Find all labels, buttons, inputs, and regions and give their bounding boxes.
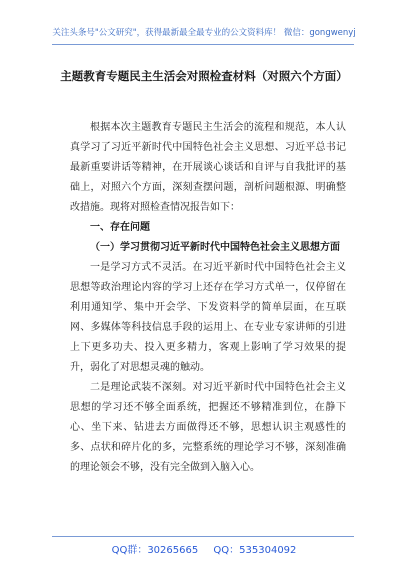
qq-number: QQ：535304092 (213, 545, 297, 556)
subsection-heading: （一）学习贯彻习近平新时代中国特色社会主义思想方面 (90, 242, 340, 253)
qq-group-number: QQ群：30265665 (111, 545, 199, 556)
document-title: 主题教育专题民主生活会对照检查材料（对照六个方面） (60, 69, 348, 83)
body-paragraph-1: 一是学习方式不灵活。在习近平新时代中国特色社会主义思想等政治理论内容的学习上还存在学习方式单一，仅停留在利用通知学、集中开会学、下发资料学的简单层面，在互联网、多媒体等科技信息手段的运用上、在专业专家讲师的引进上下更多功夫、投入更多精力，客观上影响了学习效果的提升，弱化了对思想灵魂的触动。 (70, 262, 346, 373)
body-paragraph-2: 二是理论武装不深刻。对习近平新时代中国特色社会主义思想的学习还不够全面系统，把握还不够精准到位，在静下心、坐下来、钻进去方面做得还不够，思想认识主观感性的多、点状和碎片化的多，完整系统的理论学习不够，深刻准确的理论领会不够，没有完全做到入脑入心。 (70, 382, 346, 473)
header-banner: 关注头条号"公文研究"，获得最新最全最专业的公文资料库！ 微信：gongwenyj (52, 28, 356, 38)
section-heading: 一、存在问题 (90, 222, 150, 233)
footer-contact (0, 541, 408, 556)
intro-paragraph: 根据本次主题教育专题民主生活会的流程和规范，本人认真学习了习近平新时代中国特色社会主义思想、习近平总书记最新重要讲话等精神，在开展谈心谈话和自评与自我批评的基础上，对照六个方面，深刻查摆问题，剖析问题根源、明确整改措施。现将对照检查情况报告如下： (70, 122, 346, 213)
header-divider (52, 44, 354, 45)
document-body (70, 118, 346, 478)
footer-divider (52, 536, 354, 537)
